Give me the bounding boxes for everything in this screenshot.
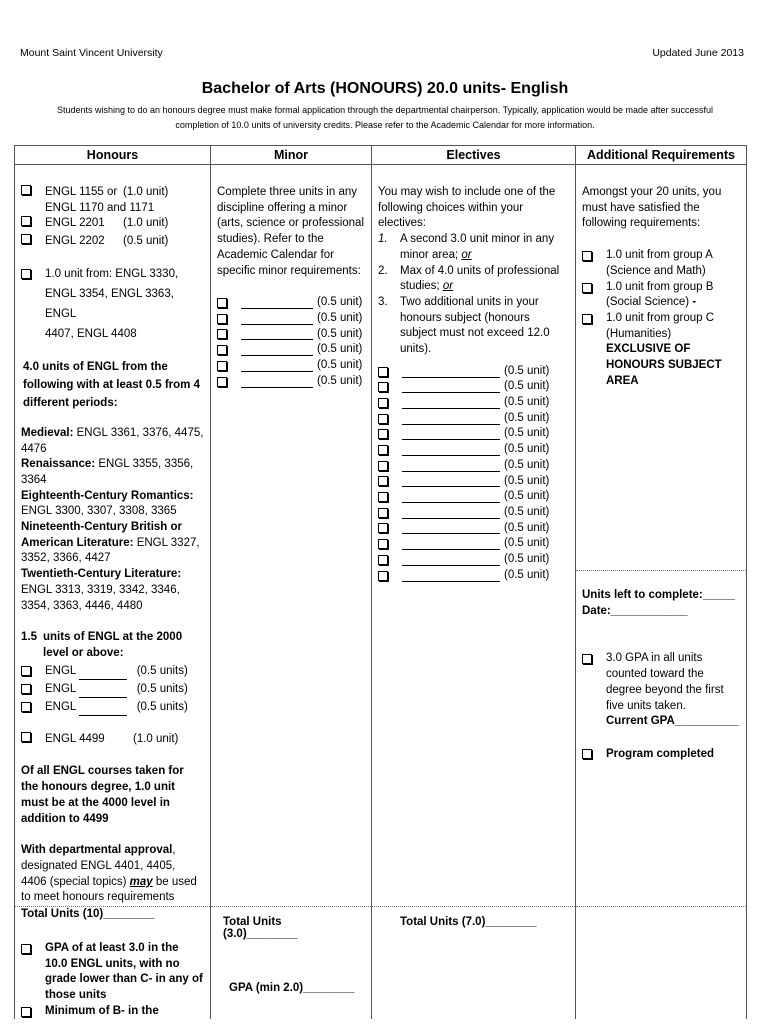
blank-line[interactable]	[402, 428, 500, 440]
checkbox[interactable]	[21, 702, 31, 712]
checkbox[interactable]	[21, 269, 31, 279]
electives-column	[372, 165, 576, 907]
group-c-item	[582, 311, 740, 390]
checkbox[interactable]	[582, 314, 592, 324]
checkbox[interactable]	[21, 185, 31, 195]
period-label: Nineteenth-Century British or American Literature:	[21, 521, 183, 549]
course-units: (0.5 unit)	[317, 358, 363, 371]
course-units: (0.5 unit)	[504, 411, 550, 424]
period-nineteenth	[21, 520, 204, 567]
honours-item-2202	[21, 234, 204, 250]
checkbox[interactable]	[21, 234, 31, 244]
course-label: ENGL 2202	[45, 235, 105, 248]
checkbox[interactable]	[21, 684, 31, 694]
checkbox[interactable]	[378, 523, 388, 533]
units-left-section	[576, 570, 746, 762]
col-header-additional: Additional Requirements	[576, 146, 747, 165]
period-twentieth	[21, 567, 204, 614]
course-label: ENGL 2201	[45, 217, 105, 230]
course-units: (0.5 unit)	[504, 505, 550, 518]
honours-footer	[15, 907, 211, 1020]
checkbox[interactable]	[21, 216, 31, 226]
blank-line[interactable]	[241, 297, 313, 309]
blank-line[interactable]	[402, 444, 500, 456]
exclusive-note: EXCLUSIVE OF HONOURS SUBJECT AREA	[606, 343, 722, 387]
honours-column	[15, 165, 211, 907]
level-text: level or above:	[43, 646, 124, 659]
blank-line[interactable]	[241, 313, 313, 325]
minor-total: Total Units (3.0)________	[223, 916, 298, 941]
approval-text: , designated ENGL 4401, 4405, 4406 (special topics)	[21, 844, 176, 888]
course-units: (0.5 unit)	[504, 490, 550, 503]
course-units: (0.5 unit)	[504, 521, 550, 534]
honours-item-2201	[21, 216, 204, 232]
checkbox[interactable]	[217, 377, 227, 387]
blank-line[interactable]	[402, 413, 500, 425]
course-units: (0.5 unit)	[504, 537, 550, 550]
honours-gpa-item	[21, 941, 204, 1004]
checkbox[interactable]	[378, 492, 388, 502]
option-or: or	[461, 248, 472, 261]
blank-line[interactable]	[402, 381, 500, 393]
blank-line[interactable]	[402, 366, 500, 378]
checkbox[interactable]	[378, 571, 388, 581]
checkbox[interactable]	[21, 1007, 31, 1017]
engl-prefix: ENGL	[45, 682, 76, 695]
option-text: Two additional units in your honours subject (honours subject must not exceed 12.0 units).	[400, 295, 550, 356]
checkbox[interactable]	[378, 429, 388, 439]
honours-item-3330	[21, 264, 204, 344]
elective-blank-row	[378, 364, 569, 380]
checkbox[interactable]	[378, 382, 388, 392]
checkbox[interactable]	[378, 414, 388, 424]
checkbox[interactable]	[378, 508, 388, 518]
checkbox[interactable]	[217, 329, 227, 339]
checkbox[interactable]	[217, 298, 227, 308]
period-courses: ENGL 3327, 3352, 3366, 4427	[21, 536, 200, 565]
checkbox[interactable]	[378, 555, 388, 565]
elective-blank-row	[378, 458, 569, 474]
honours-item-1155	[21, 185, 204, 216]
group-b-item	[582, 280, 740, 311]
blank-line[interactable]	[79, 686, 127, 698]
checkbox[interactable]	[21, 666, 31, 676]
option-number: 2.	[378, 264, 388, 277]
checkbox[interactable]	[217, 361, 227, 371]
gpa-text: 3.0 GPA in all units counted toward the degree beyond the first five units taken.	[606, 652, 724, 712]
engl-blank-2	[21, 680, 204, 698]
course-units: (0.5 unit)	[504, 364, 550, 377]
course-units: (0.5 unit)	[504, 552, 550, 565]
additional-footer	[576, 907, 747, 1020]
program-completed-item	[582, 746, 740, 762]
course-units: (1.0 unit)	[133, 732, 179, 745]
completion-date: Date:____________	[582, 605, 688, 618]
period-label: Eighteenth-Century Romantics:	[21, 489, 194, 502]
elective-blank-row	[378, 536, 569, 552]
elective-option-3	[378, 295, 569, 358]
honours-item-4499	[21, 732, 204, 748]
electives-footer	[372, 907, 576, 1020]
blank-line[interactable]	[402, 554, 500, 566]
blank-line[interactable]	[402, 538, 500, 550]
electives-intro: You may wish to include one of the following choices within your electives:	[378, 186, 556, 230]
additional-column	[576, 165, 747, 907]
engl-prefix: ENGL	[45, 664, 76, 677]
approval-bold: With departmental approval	[21, 844, 173, 857]
gpa-requirement	[582, 651, 740, 730]
current-gpa: Current GPA__________	[606, 715, 739, 728]
level-2000-heading	[21, 630, 204, 661]
checkbox[interactable]	[217, 345, 227, 355]
minor-footer	[211, 907, 372, 1020]
group-a-item	[582, 248, 740, 279]
checkbox[interactable]	[582, 283, 592, 293]
checkbox[interactable]	[378, 445, 388, 455]
updated-date: Updated June 2013	[652, 47, 744, 59]
blank-line[interactable]	[402, 522, 500, 534]
blank-line[interactable]	[402, 491, 500, 503]
checkbox[interactable]	[378, 539, 388, 549]
minor-blank-row	[217, 295, 365, 311]
course-units: (0.5 unit)	[317, 311, 363, 324]
minor-gpa: GPA (min 2.0)________	[229, 982, 355, 995]
course-units: (0.5 unit)	[504, 443, 550, 456]
course-units: (1.0 unit)	[123, 186, 169, 198]
blank-line[interactable]	[79, 668, 127, 680]
additional-intro: Amongst your 20 units, you must have satisfied the following requirements:	[582, 186, 722, 230]
checkbox[interactable]	[217, 314, 227, 324]
course-units: (0.5 unit)	[123, 235, 169, 248]
checkbox[interactable]	[378, 367, 388, 377]
elective-blank-row	[378, 379, 569, 395]
approval-note	[21, 843, 204, 906]
period-renaissance	[21, 457, 204, 488]
level-text: units of ENGL at the 2000	[43, 631, 183, 644]
course-alt: ENGL 1170 and 1171	[45, 201, 155, 214]
level-units: 1.5	[21, 631, 37, 644]
period-courses: ENGL 3355, 3356, 3364	[21, 458, 194, 486]
elective-blank-row	[378, 521, 569, 537]
checkbox[interactable]	[21, 944, 31, 954]
course-label: 1.0 unit from: ENGL 3330,	[45, 267, 179, 280]
course-units: (0.5 unit)	[504, 427, 550, 440]
engl-blank-3	[21, 698, 204, 716]
minor-blank-row	[217, 358, 365, 374]
elective-blank-row	[378, 426, 569, 442]
intro-line-1: Students wishing to do an honours degree must make formal application through the departmental chairperson. Typically, application would be made after successful	[56, 105, 714, 115]
minor-description: Complete three units in any discipline offering a minor (arts, science or professional studies). Refer to the Academic Calendar for specific minor requirements:	[217, 186, 365, 277]
minor-blank-row	[217, 374, 365, 390]
course-label: ENGL 1155 or	[45, 186, 118, 198]
checkbox[interactable]	[582, 654, 592, 664]
checkbox[interactable]	[582, 251, 592, 261]
course-units: (0.5 unit)	[504, 474, 550, 487]
engl-prefix: ENGL	[45, 700, 76, 713]
period-label: Twentieth-Century Literature:	[21, 568, 182, 581]
period-label: Renaissance:	[21, 458, 96, 471]
elective-blank-row	[378, 505, 569, 521]
elective-option-2	[378, 264, 569, 295]
elective-blank-row	[378, 411, 569, 427]
units-left: Units left to complete:_____	[582, 589, 735, 602]
intro-line-2: completion of 10.0 units of university credits. Please refer to the Academic Calendar for more information.	[175, 120, 595, 130]
electives-blanks	[378, 364, 569, 584]
blank-line[interactable]	[402, 507, 500, 519]
course-units: (0.5 unit)	[504, 458, 550, 471]
col-header-honours: Honours	[15, 146, 211, 165]
col-header-minor: Minor	[211, 146, 372, 165]
honours-gpa: GPA of at least 3.0 in the 10.0 ENGL units, with no grade lower than C- in any of those units	[45, 941, 203, 1001]
period-courses: ENGL 3300, 3307, 3308, 3365	[21, 505, 177, 518]
course-units: (1.0 unit)	[123, 217, 169, 230]
period-label: Medieval:	[21, 426, 74, 439]
period-eighteenth	[21, 489, 204, 520]
blank-line[interactable]	[241, 376, 313, 388]
engl-blank-1	[21, 662, 204, 680]
level-4000-note: Of all ENGL courses taken for the honours degree, 1.0 unit must be at the 4000 level in addition to 4499	[21, 765, 184, 826]
minor-blank-row	[217, 327, 365, 343]
option-or: or	[442, 280, 454, 293]
honours-min-item	[21, 1004, 204, 1020]
blank-line[interactable]	[241, 344, 313, 356]
course-units: (0.5 unit)	[504, 396, 550, 409]
elective-blank-row	[378, 489, 569, 505]
blank-line[interactable]	[402, 397, 500, 409]
period-medieval	[21, 426, 204, 457]
course-units: (0.5 units)	[136, 700, 188, 713]
elective-blank-row	[378, 474, 569, 490]
approval-text: be used to meet honours requirements	[21, 875, 197, 904]
elective-blank-row	[378, 568, 569, 584]
approval-may: may	[129, 875, 153, 888]
periods-heading: 4.0 units of ENGL from the following with at least 0.5 from 4 different periods:	[23, 360, 200, 409]
blank-line[interactable]	[402, 460, 500, 472]
col-header-electives: Electives	[372, 146, 576, 165]
program-completed: Program completed	[606, 747, 714, 760]
minor-blank-row	[217, 342, 365, 358]
course-label: 4407, ENGL 4408	[45, 327, 137, 340]
course-units: (0.5 units)	[136, 664, 188, 677]
blank-line[interactable]	[79, 704, 127, 716]
checkbox[interactable]	[378, 398, 388, 408]
course-label: ENGL 4499	[45, 732, 105, 745]
elective-blank-row	[378, 395, 569, 411]
option-text: Max of 4.0 units of professional studies;	[400, 264, 560, 293]
course-units: (0.5 unit)	[504, 380, 550, 393]
period-courses: ENGL 3313, 3319, 3342, 3346, 3354, 3363, 4446, 4480	[21, 583, 180, 612]
group-b-text: 1.0 unit from group B (Social Science)	[606, 280, 714, 309]
group-a-text: 1.0 unit from group A (Science and Math)	[606, 249, 713, 277]
elective-blank-row	[378, 442, 569, 458]
option-number: 1.	[378, 233, 388, 246]
period-courses: ENGL 3361, 3376, 4475, 4476	[21, 426, 204, 455]
honours-total: Total Units (10)________	[21, 908, 155, 921]
option-text: A second 3.0 unit minor in any minor area;	[400, 233, 555, 261]
blank-line[interactable]	[241, 360, 313, 372]
honours-min: Minimum of B- in the	[45, 1004, 159, 1017]
group-c-text: 1.0 unit from group C (Humanities)	[606, 311, 715, 340]
minor-blank-row	[217, 311, 365, 327]
checkbox[interactable]	[378, 476, 388, 486]
blank-line[interactable]	[241, 328, 313, 340]
checkbox[interactable]	[21, 732, 31, 742]
course-units: (0.5 unit)	[317, 327, 363, 340]
course-units: (0.5 unit)	[504, 568, 550, 581]
intro-text	[40, 103, 730, 133]
institution-name: Mount Saint Vincent University	[20, 47, 163, 59]
electives-total: Total Units (7.0)________	[400, 916, 537, 929]
option-number: 3.	[378, 295, 388, 308]
group-b-dash: -	[692, 296, 697, 309]
course-units: (0.5 units)	[136, 682, 188, 695]
elective-option-1	[378, 232, 569, 263]
course-units: (0.5 unit)	[317, 343, 363, 356]
course-units: (0.5 unit)	[317, 374, 363, 387]
minor-column	[211, 165, 372, 907]
page-title: Bachelor of Arts (HONOURS) 20.0 units- English	[201, 80, 569, 97]
elective-blank-row	[378, 552, 569, 568]
requirements-table	[14, 145, 747, 1019]
course-label: ENGL 3354, ENGL 3363, ENGL	[45, 287, 174, 320]
checkbox[interactable]	[378, 461, 388, 471]
checkbox[interactable]	[582, 749, 592, 759]
blank-line[interactable]	[402, 475, 500, 487]
blank-line[interactable]	[402, 570, 500, 582]
minor-blanks	[217, 295, 365, 389]
course-units: (0.5 unit)	[317, 296, 363, 309]
